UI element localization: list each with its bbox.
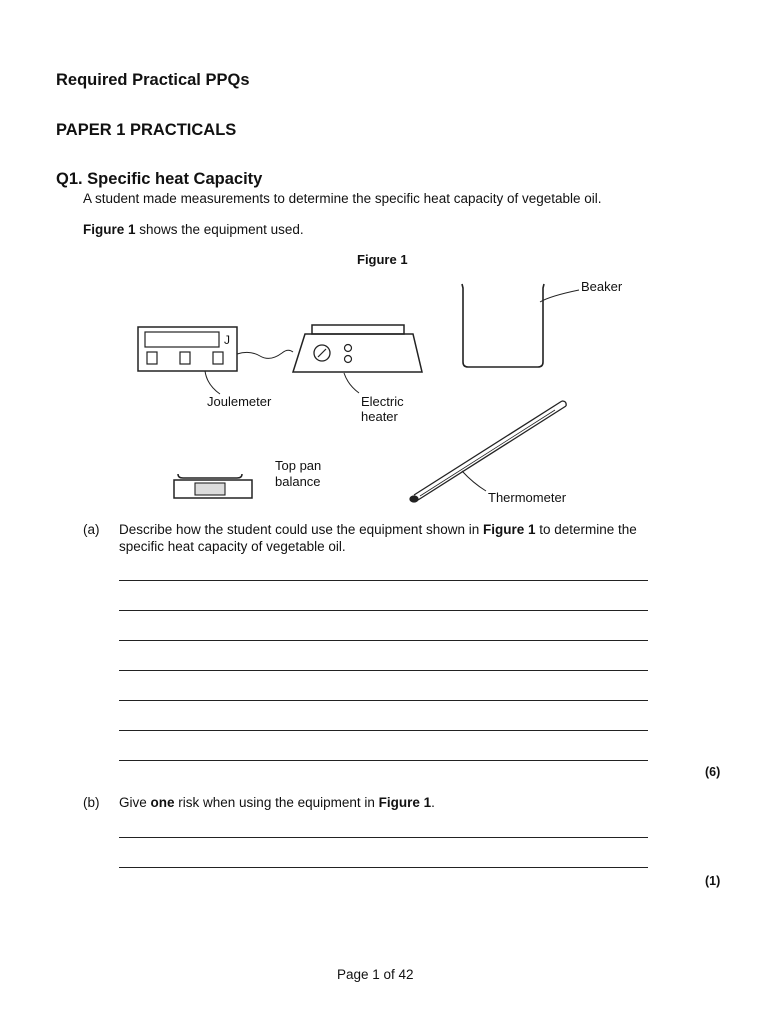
answer-line-a2[interactable] [119,610,648,611]
thermometer-label: Thermometer [488,490,567,505]
figure-ref-rest: shows the equipment used. [135,222,304,237]
joulemeter-drawing [138,327,293,394]
heater-label-line1: Electric [361,394,404,409]
heater-label-line2: heater [361,409,398,424]
joulemeter-unit: J [224,333,230,347]
page-footer: Page 1 of 42 [337,967,414,982]
part-a-marks: (6) [705,765,721,779]
part-b-text-bold-2: Figure 1 [378,795,432,810]
part-a-text-2: to determine the [535,522,637,537]
joulemeter-label: Joulemeter [207,394,272,409]
part-a-text-bold: Figure 1 [482,522,536,537]
answer-line-a5[interactable] [119,700,648,701]
part-b-text-bold-1: one [150,795,175,810]
figure-caption: Figure 1 [357,252,408,267]
part-a-label: (a) [83,522,100,537]
answer-line-a3[interactable] [119,640,648,641]
part-a-line1 [119,521,679,538]
balance-label-line1: Top pan [275,458,322,473]
beaker-label: Beaker [581,279,623,294]
figure-reference [83,221,304,238]
figure-ref-bold: Figure 1 [83,222,136,237]
figure-1-diagram [130,270,650,515]
electric-heater-drawing [293,325,422,393]
answer-line-b2[interactable] [119,867,648,868]
top-pan-balance-drawing [174,474,252,498]
answer-line-a7[interactable] [119,760,648,761]
document-title: Required Practical PPQs [56,71,250,89]
part-a-line2: specific heat capacity of vegetable oil. [119,539,346,554]
thermometer-drawing [410,401,566,502]
part-a-text-1: Describe how the student could use the equipment shown in [119,522,483,537]
question-intro: A student made measurements to determine the specific heat capacity of vegetable oil. [83,191,602,206]
answer-line-a6[interactable] [119,730,648,731]
part-b-text-3: . [431,795,435,810]
part-a-question [119,521,679,555]
section-heading: PAPER 1 PRACTICALS [56,121,237,139]
part-b-marks: (1) [705,874,721,888]
balance-label-line2: balance [275,474,321,489]
part-b-text-1: Give [119,795,151,810]
question-title: Q1. Specific heat Capacity [56,170,263,188]
beaker-drawing [462,284,579,367]
part-b-text-2: risk when using the equipment in [174,795,379,810]
answer-line-a1[interactable] [119,580,648,581]
answer-line-b1[interactable] [119,837,648,838]
answer-line-a4[interactable] [119,670,648,671]
part-b-question [119,794,435,811]
part-b-label: (b) [83,795,100,810]
